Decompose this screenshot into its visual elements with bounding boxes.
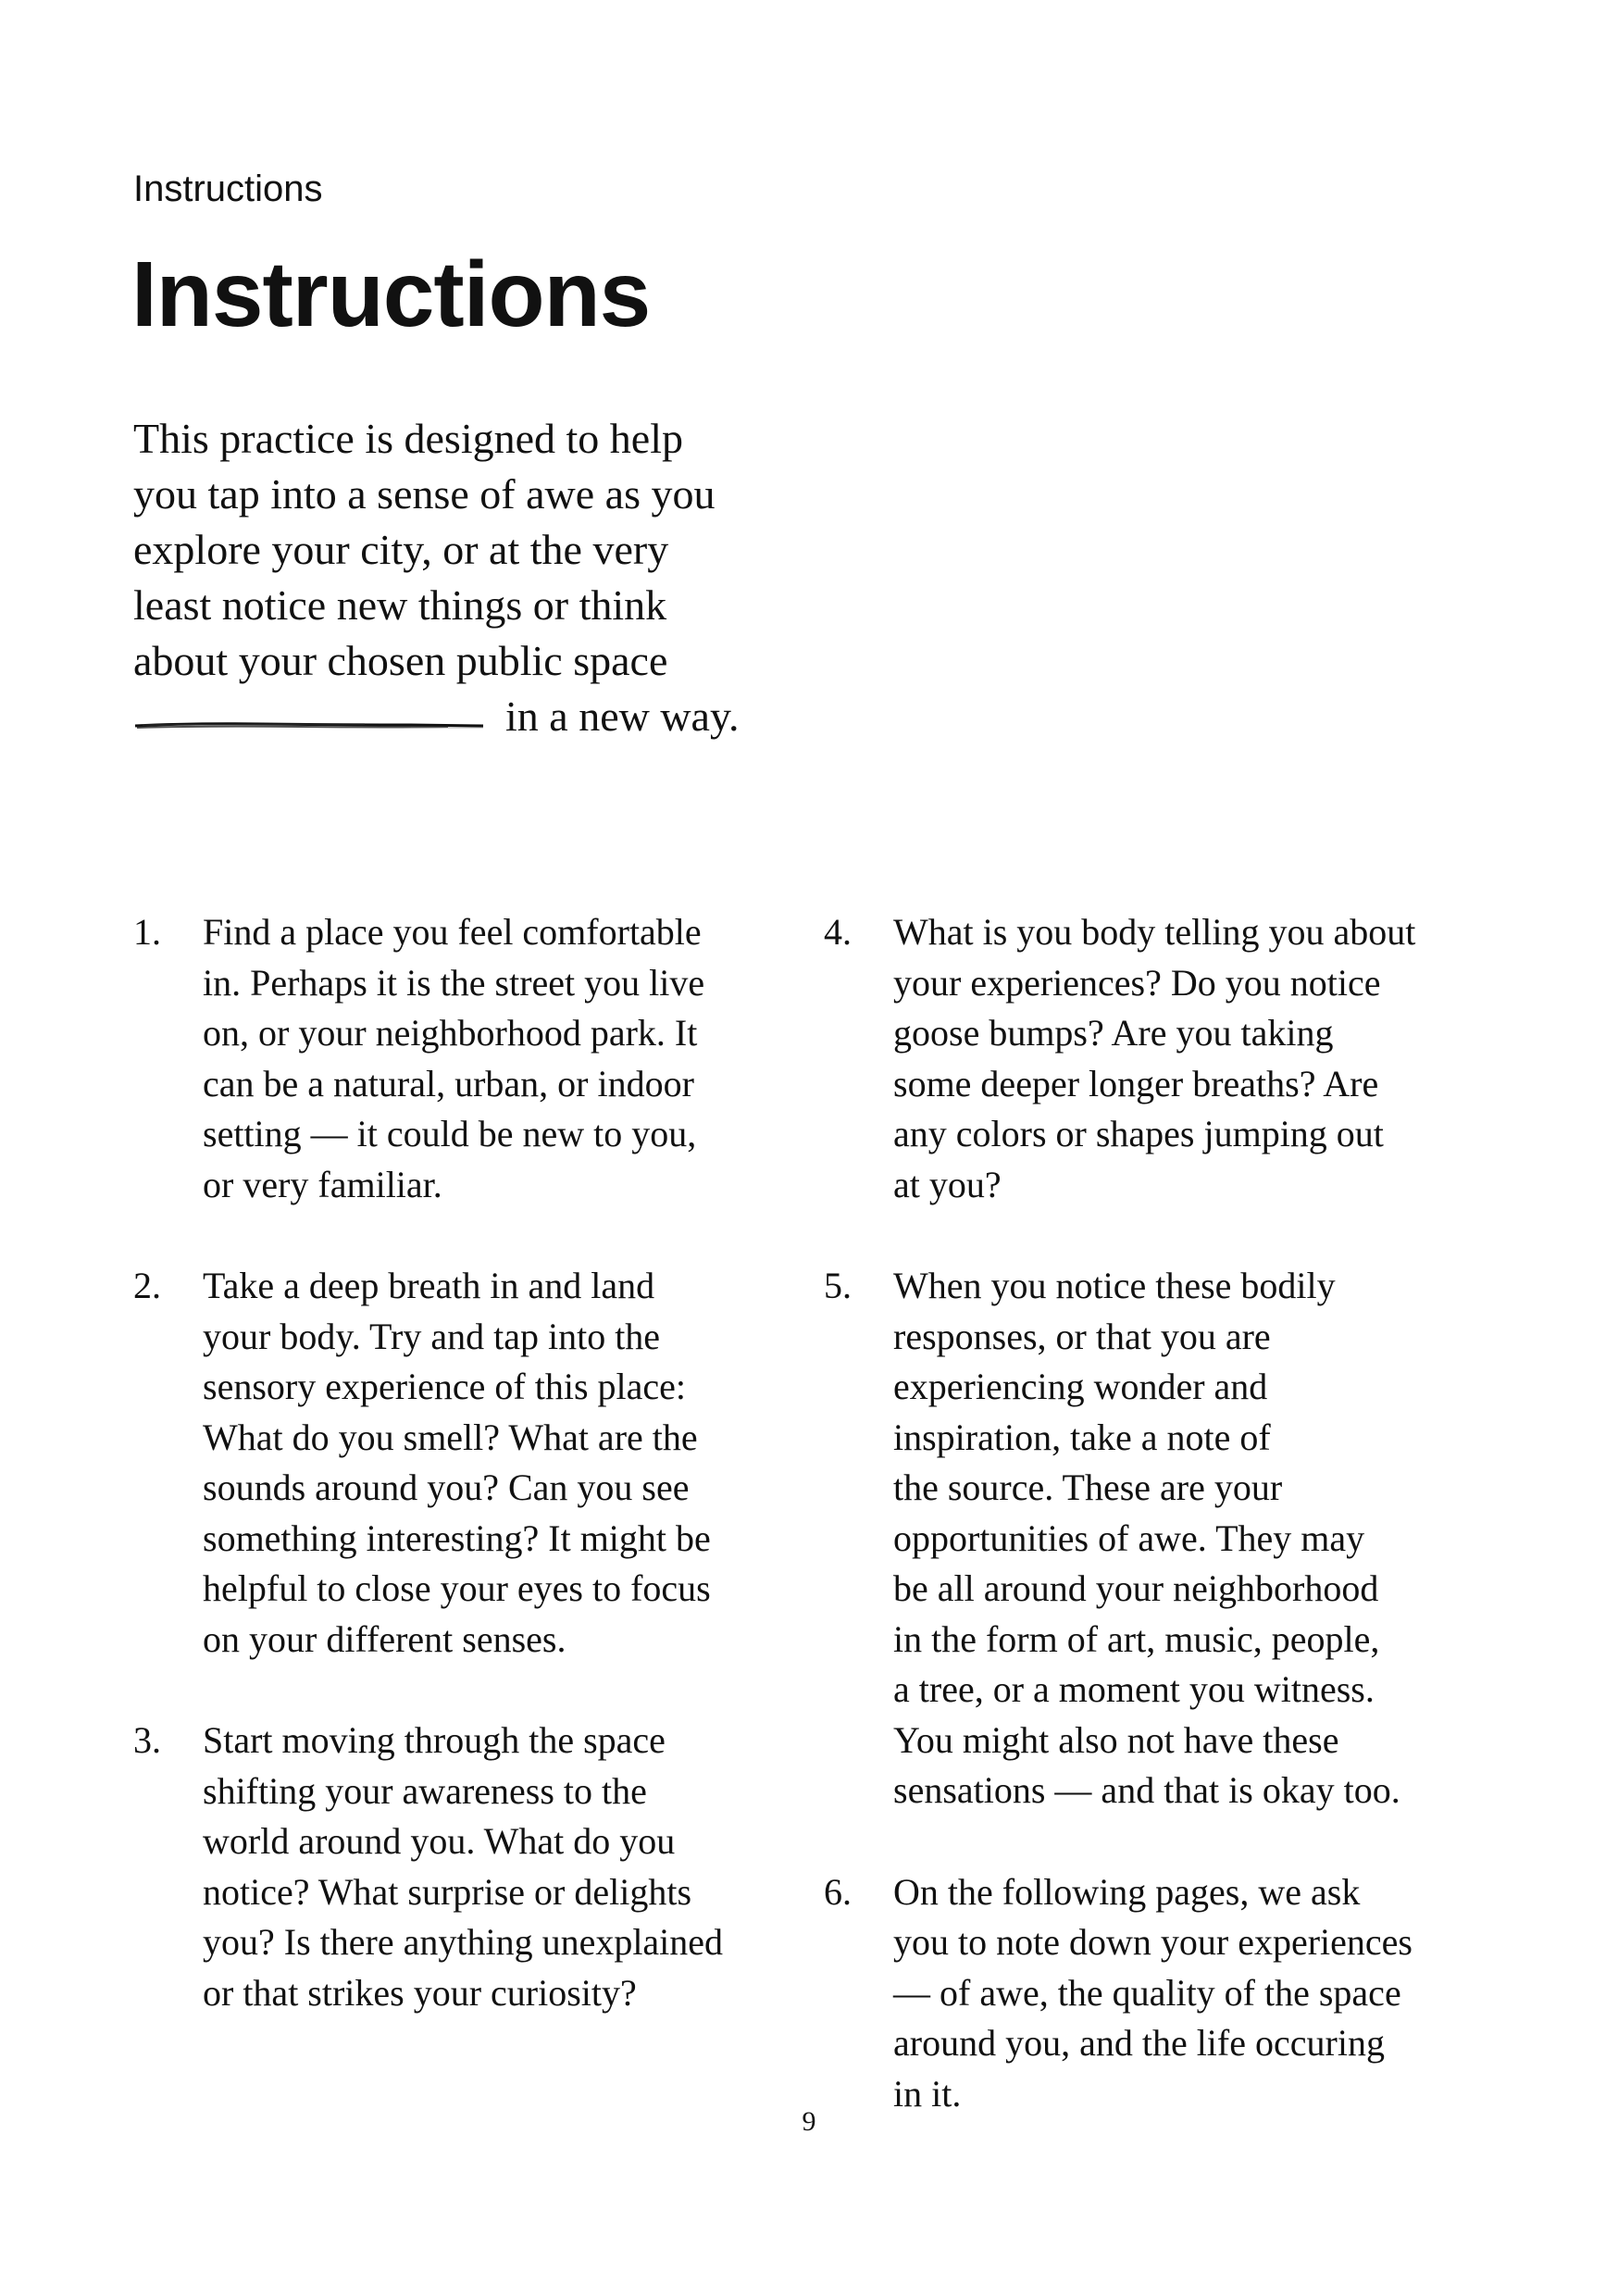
step-text-line: your body. Try and tap into the bbox=[203, 1315, 661, 1357]
step-text-line: sensations — and that is okay too. bbox=[893, 1769, 1400, 1811]
step-text-line: shifting your awareness to the bbox=[203, 1769, 647, 1812]
fill-in-blank-line bbox=[133, 720, 485, 730]
step-text-line: responses, or that you are bbox=[893, 1315, 1271, 1357]
step-text-line: Start moving through the space bbox=[203, 1719, 666, 1761]
step-text-line: You might also not have these bbox=[893, 1718, 1339, 1761]
step-text-line: be all around your neighborhood bbox=[893, 1567, 1379, 1609]
step-text-line: sounds around you? Can you see bbox=[203, 1466, 690, 1508]
step-text-line: notice? What surprise or delights bbox=[203, 1870, 692, 1913]
intro-line: explore your city, or at the very bbox=[133, 526, 669, 573]
list-item bbox=[133, 1716, 800, 2018]
intro-line: least notice new things or think bbox=[133, 581, 667, 629]
step-text-line: Take a deep breath in and land bbox=[203, 1265, 655, 1306]
step-text-line: Find a place you feel comfortable bbox=[203, 911, 702, 953]
step-number: 4. bbox=[824, 911, 852, 953]
step-text-line: — of awe, the quality of the space bbox=[893, 1971, 1401, 2014]
intro-line: in a new way. bbox=[505, 693, 740, 740]
step-text-line: on, or your neighborhood park. It bbox=[203, 1012, 698, 1054]
section-label: Instructions bbox=[133, 168, 323, 209]
step-text-line: helpful to close your eyes to focus bbox=[203, 1567, 711, 1609]
step-text-line: world around you. What do you bbox=[203, 1820, 676, 1862]
intro-paragraph bbox=[133, 411, 781, 744]
page-number: 9 bbox=[802, 2106, 816, 2137]
step-text-line: something interesting? It might be bbox=[203, 1516, 711, 1559]
step-text-line: experiencing wonder and bbox=[893, 1366, 1268, 1407]
steps-column-left bbox=[133, 907, 800, 2069]
list-item bbox=[824, 1867, 1490, 2120]
step-text-line: in it. bbox=[893, 2072, 962, 2115]
step-text-line: in. Perhaps it is the street you live bbox=[203, 961, 705, 1004]
intro-line: you tap into a sense of awe as you bbox=[133, 470, 716, 518]
step-text-line: What do you smell? What are the bbox=[203, 1416, 698, 1458]
step-text-line: or very familiar. bbox=[203, 1163, 442, 1205]
intro-line: about your chosen public space bbox=[133, 637, 668, 684]
step-text-line: a tree, or a moment you witness. bbox=[893, 1668, 1375, 1710]
list-item bbox=[824, 1261, 1490, 1816]
step-text-line: at you? bbox=[893, 1163, 1002, 1205]
step-text-line: What is you body telling you about bbox=[893, 911, 1416, 953]
step-text-line: inspiration, take a note of bbox=[893, 1416, 1271, 1458]
step-number: 3. bbox=[133, 1719, 161, 1761]
intro-line: This practice is designed to help bbox=[133, 415, 684, 462]
list-item bbox=[133, 1261, 800, 1665]
list-item bbox=[824, 907, 1490, 1210]
step-text-line: can be a natural, urban, or indoor bbox=[203, 1062, 694, 1104]
step-number: 1. bbox=[133, 911, 161, 953]
list-item bbox=[133, 907, 800, 1210]
intro-last-line bbox=[133, 689, 781, 744]
step-text-line: On the following pages, we ask bbox=[893, 1870, 1361, 1913]
step-text-line: you? Is there anything unexplained bbox=[203, 1921, 724, 1963]
step-text-line: goose bumps? Are you taking bbox=[893, 1012, 1334, 1054]
step-text-line: setting — it could be new to you, bbox=[203, 1113, 697, 1154]
steps-column-right bbox=[824, 907, 1490, 2170]
step-text-line: some deeper longer breaths? Are bbox=[893, 1062, 1379, 1104]
step-text-line: When you notice these bodily bbox=[893, 1265, 1336, 1306]
step-number: 5. bbox=[824, 1265, 852, 1306]
step-text-line: around you, and the life occuring bbox=[893, 2022, 1385, 2064]
step-text-line: your experiences? Do you notice bbox=[893, 961, 1381, 1004]
step-text-line: you to note down your experiences bbox=[893, 1921, 1413, 1963]
step-text-line: any colors or shapes jumping out bbox=[893, 1113, 1384, 1154]
step-text-line: on your different senses. bbox=[203, 1617, 566, 1660]
step-number: 6. bbox=[824, 1870, 852, 1913]
step-text-line: the source. These are your bbox=[893, 1466, 1283, 1508]
step-text-line: opportunities of awe. They may bbox=[893, 1516, 1365, 1559]
step-text-line: or that strikes your curiosity? bbox=[203, 1971, 637, 2014]
step-number: 2. bbox=[133, 1265, 161, 1306]
step-text-line: sensory experience of this place: bbox=[203, 1366, 687, 1407]
step-text-line: in the form of art, music, people, bbox=[893, 1617, 1380, 1660]
page-title: Instructions bbox=[131, 243, 651, 346]
brush-stroke-icon bbox=[133, 720, 485, 731]
